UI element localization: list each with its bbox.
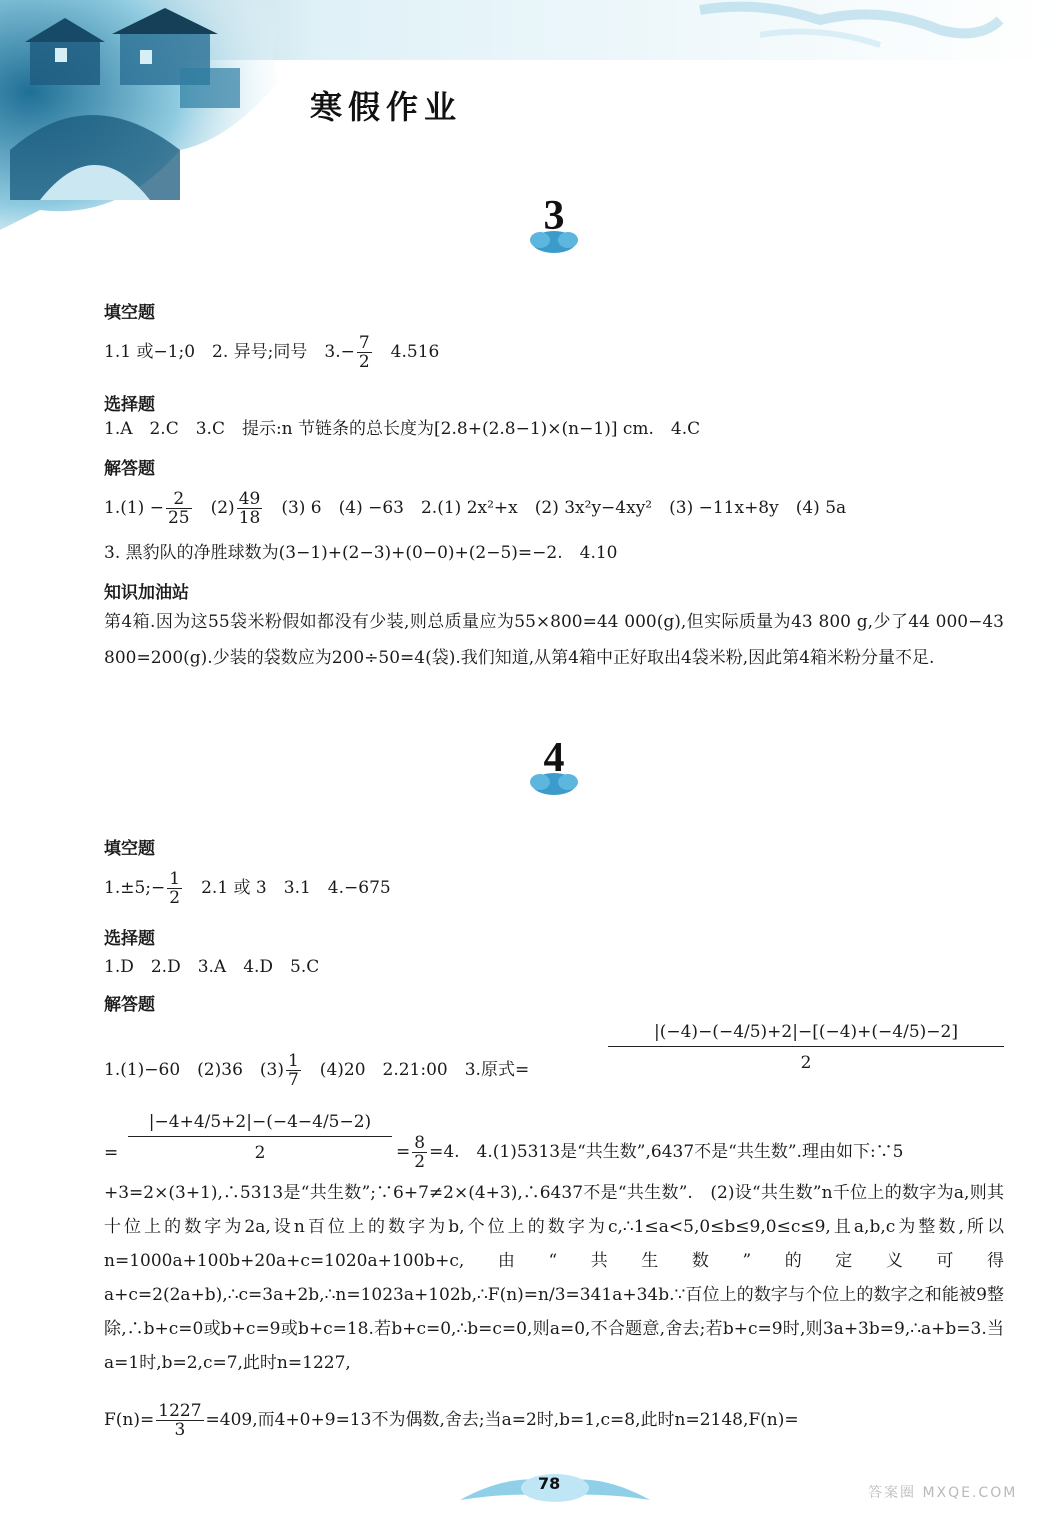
answer-line: [104, 488, 846, 528]
section-heading-tips: 知识加油站: [104, 583, 189, 603]
fraction-numerator: 8: [414, 1133, 426, 1153]
fraction-numerator: 1: [287, 1051, 299, 1071]
answer-text: 2.1 或 3 3.1 4.−675: [184, 878, 391, 898]
watermark: 答案圈 MXQE.COM: [868, 1485, 1018, 1501]
fraction-numerator: 49: [238, 489, 261, 509]
answer-text: (3) 6 (4) −63 2.(1) 2x²+x (2) 3x²y−4xy² (3) −11x+8y (4) 5a: [264, 498, 847, 518]
unit-4-badge: [522, 735, 586, 806]
fraction: [167, 870, 182, 907]
fraction-numerator: 7: [358, 333, 370, 353]
page-number-badge: [460, 1460, 650, 1510]
unit-3-badge: [522, 193, 586, 264]
section-heading-choice: 选择题: [104, 929, 155, 949]
fraction-denominator: 18: [238, 508, 261, 528]
answer-text: (4)20 2.21:00 3.原式=: [302, 1060, 530, 1080]
answer-text: 1.(1) −: [104, 498, 164, 518]
answer-line: [104, 1050, 529, 1090]
answer-line: 3. 黑豹队的净胜球数为(3−1)+(2−3)+(0−0)+(2−5)=−2. 4.10: [104, 543, 618, 563]
answer-text: 4.516: [373, 342, 440, 362]
fraction-denominator: 25: [167, 508, 190, 528]
answer-text: =409,而4+0+9=13不为偶数,舍去;当a=2时,b=1,c=8,此时n=2148,F(n)=: [205, 1410, 799, 1430]
unit-number: 4: [543, 735, 565, 781]
section-heading-solve: 解答题: [104, 459, 155, 479]
fraction-numerator: 2: [166, 490, 192, 509]
answer-text: F(n)=: [104, 1410, 155, 1430]
page-header-title: 寒假作业: [310, 88, 463, 126]
fraction: [156, 1402, 203, 1439]
fraction: [412, 1134, 427, 1171]
answer-line: [396, 1132, 903, 1172]
answer-text: 1.1 或−1;0 2. 异号;同号 3.−: [104, 342, 355, 362]
answer-line: 1.A 2.C 3.C 提示:n 节链条的总长度为[2.8+(2.8−1)×(n−1)] cm. 4.C: [104, 419, 701, 439]
expression-fraction: [608, 1022, 1004, 1073]
fraction-denominator: 2: [358, 352, 370, 372]
answer-line: [104, 1400, 799, 1440]
page-number: 78: [538, 1474, 561, 1493]
answer-text: =4. 4.(1)5313是“共生数”,6437不是“共生数”.理由如下:∵5: [429, 1142, 904, 1162]
fraction: [237, 490, 263, 527]
answer-text: (2): [193, 498, 235, 518]
equation-prefix: =: [104, 1143, 119, 1163]
tips-paragraph: 第4箱.因为这55袋米粉假如都没有少装,则总质量应为55×800=44 000(g),但实际质量为43 800 g,少了44 000−43 800=200(g).少装的袋数应为200÷50=4(袋).我们知道,从第4箱中正好取出4袋米粉,因此第4箱米粉分量不足.: [104, 612, 1004, 668]
expression-numerator: |(−4)−(−4/5)+2|−[(−4)+(−4/5)−2]: [608, 1022, 1004, 1047]
answer-line: [104, 868, 391, 908]
fraction: [166, 490, 192, 527]
section-heading-fill: 填空题: [104, 839, 155, 859]
expression-denominator: 2: [800, 1053, 812, 1073]
fraction: [286, 1052, 301, 1089]
fraction-denominator: 3: [174, 1420, 186, 1440]
fraction-denominator: 2: [414, 1152, 426, 1172]
fraction: [357, 334, 372, 371]
answer-text: 1.±5;−: [104, 878, 166, 898]
expression-denominator: 2: [254, 1143, 266, 1163]
unit-number: 3: [543, 193, 565, 239]
answer-line: [104, 332, 439, 372]
fraction-numerator: 1227: [158, 1401, 202, 1421]
fraction-denominator: 7: [287, 1070, 299, 1090]
section-heading-solve: 解答题: [104, 995, 155, 1015]
solution-paragraph: +3=2×(3+1),∴5313是“共生数”;∵6+7≠2×(4+3),∴6437不是“共生数”. (2)设“共生数”n千位上的数字为a,则其十位上的数字为2a,设n百位上的数字为b,个位上的数字为c,∴1≤a<5,0≤b≤9,0≤c≤9,且a,b,c为整数,所以n=1000a+100b+20a+c=1020a+100b+c,由“共生数”的定义可得a+c=2(2a+b),∴c=3a+2b,∴n=1023a+102b,∴F(n)=n/3=341a+34b.∵百位上的数字与个位上的数字之和能被9整除,∴b+c=0或b+c=9或b+c=18.若b+c=0,∴b=c=0,则a=0,不合题意,舍去;若b+c=9时,则3a+3b=9,∴a+b=3.当a=1时,b=2,c=7,此时n=1227,: [104, 1183, 1004, 1373]
fraction-numerator: 1: [169, 869, 181, 889]
section-heading-fill: 填空题: [104, 303, 155, 323]
answer-text: 1.(1)−60 (2)36 (3): [104, 1060, 284, 1080]
section-heading-choice: 选择题: [104, 395, 155, 415]
expression-numerator: |−4+4/5+2|−(−4−4/5−2): [128, 1112, 392, 1137]
answer-text: =: [396, 1142, 411, 1162]
expression-fraction: [128, 1112, 392, 1163]
fraction-denominator: 2: [169, 888, 181, 908]
answer-line: 1.D 2.D 3.A 4.D 5.C: [104, 957, 320, 977]
